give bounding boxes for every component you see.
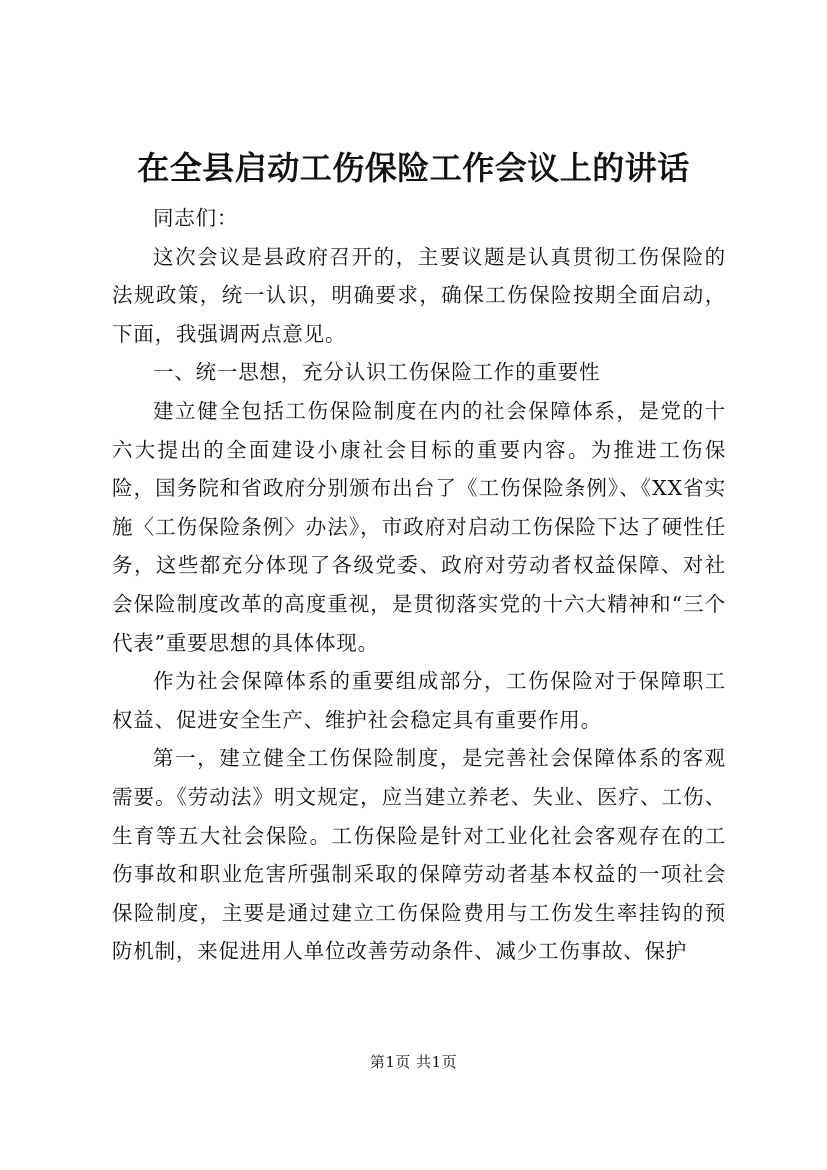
paragraph-system: 建立健全包括工伤保险制度在内的社会保障体系，是党的十六大提出的全面建设小康社会目标的重要内容。为推进工伤保险，国务院和省政府分别颁布出台了《工伤保险条例》、《XX省实施〈工伤保险条例〉办法》，市政府对启动工伤保险下达了硬性任务，这些都充分体现了各级党委、政府对劳动者权益保障、对社会保险制度改革的高度重视，是贯彻落实党的十六大精神和“三个代表”重要思想的具体体现。 [112, 398, 726, 655]
salutation: 同志们： [153, 206, 239, 230]
paragraph-intro: 这次会议是县政府召开的，主要议题是认真贯彻工伤保险的法规政策，统一认识，明确要求，确保工伤保险按期全面启动，下面，我强调两点意见。 [112, 244, 726, 346]
paragraph-first-point: 第一，建立健全工伤保险制度，是完善社会保障体系的客观需要。《劳动法》明文规定，应当建立养老、失业、医疗、工伤、生育等五大社会保险。工伤保险是针对工业化社会客观存在的工伤事故和职业危害所强制采取的保障劳动者基本权益的一项社会保险制度，主要是通过建立工伤保险费用与工伤发生率挂钩的预防机制，来促进用人单位改善劳动条件、减少工伤事故、保护 [112, 746, 726, 964]
document-title: 在全县启动工伤保险工作会议上的讲话 [137, 149, 690, 187]
document-body [112, 199, 726, 971]
paragraph-role: 作为社会保障体系的重要组成部分，工伤保险对于保障职工权益、促进安全生产、维护社会稳定具有重要作用。 [112, 669, 726, 732]
page-footer: 第1页 共1页 [369, 1053, 458, 1071]
section-heading-1: 一、统一思想，充分认识工伤保险工作的重要性 [153, 360, 601, 385]
